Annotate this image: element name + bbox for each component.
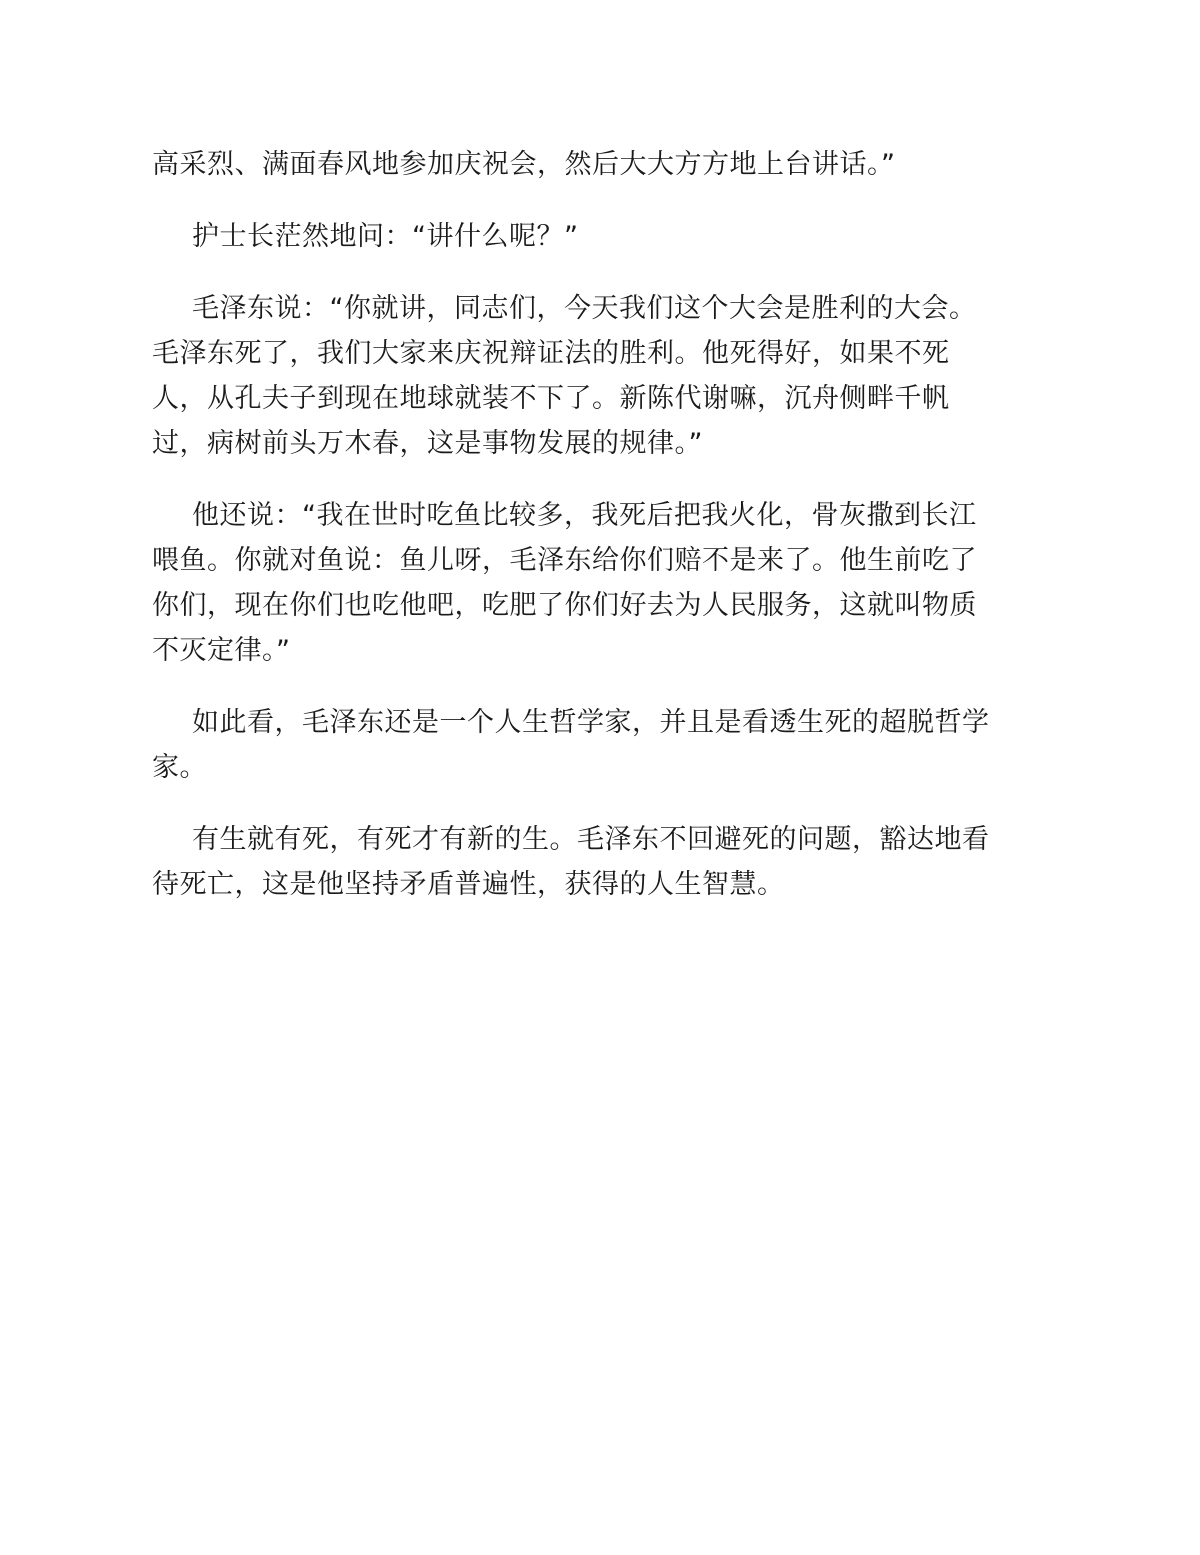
paragraph-fish: 他还说：“我在世时吃鱼比较多，我死后把我火化，骨灰撒到长江 喂鱼。你就对鱼说：鱼儿呀，毛泽东给你们赔不是来了。他生前吃了 你们，现在你们也吃他吧，吃肥了你们好去为人民服务，这就叫物质 不灭定律。”	[152, 500, 977, 666]
document-body	[152, 142, 1052, 934]
paragraph-continued: 高采烈、满面春风地参加庆祝会，然后大大方方地上台讲话。”	[152, 149, 896, 180]
paragraph-philosopher: 如此看，毛泽东还是一个人生哲学家，并且是看透生死的超脱哲学 家。	[152, 707, 990, 783]
paragraph-mao-speech: 毛泽东说：“你就讲，同志们，今天我们这个大会是胜利的大会。 毛泽东死了，我们大家来庆祝辩证法的胜利。他死得好，如果不死 人，从孔夫子到现在地球就装不下了。新陈代谢嘛，沉舟侧畔千帆 过，病树前头万木春，这是事物发展的规律。”	[152, 293, 977, 459]
paragraph-conclusion: 有生就有死，有死才有新的生。毛泽东不回避死的问题，豁达地看 待死亡，这是他坚持矛盾普遍性，获得的人生智慧。	[152, 824, 990, 900]
paragraph-nurse-question: 护士长茫然地问：“讲什么呢？”	[192, 221, 579, 252]
